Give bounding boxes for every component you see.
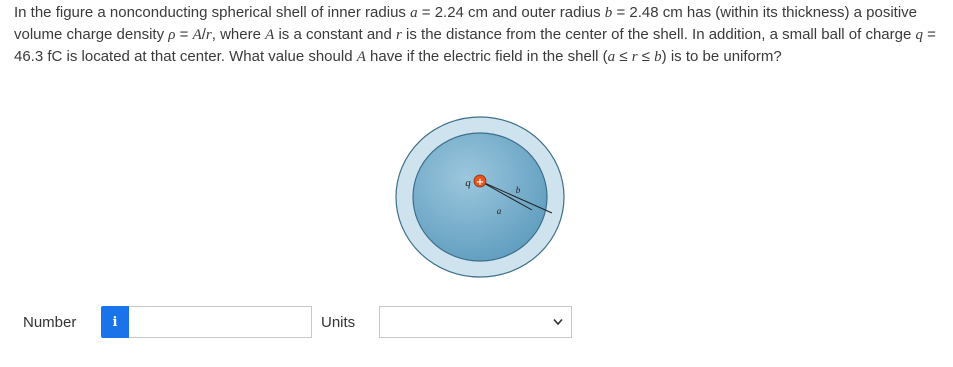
radius-label-a: a bbox=[496, 206, 502, 216]
chevron-down-icon bbox=[553, 318, 563, 326]
spherical-shell-figure bbox=[382, 114, 578, 280]
units-label: Units bbox=[321, 314, 356, 331]
answer-row bbox=[0, 305, 953, 341]
inner-cavity bbox=[413, 133, 547, 261]
charge-plus-sign: + bbox=[475, 177, 485, 188]
number-input[interactable] bbox=[129, 306, 312, 338]
units-dropdown[interactable] bbox=[379, 306, 572, 338]
question-text: In the figure a nonconducting spherical shell of inner radius a = 2.24 cm and outer radius b = 2.48 cm has (within its thickness) a positive volume charge density ρ = A/r, where A is a constant and r is the distance from the center of the shell. In addition, a small ball of charge q = 46.3 fC is located at that center. What value should A have if the electric field in the shell (a ≤ r ≤ b) is to be uniform? bbox=[14, 4, 936, 65]
charge-label-q: q bbox=[465, 177, 471, 189]
radius-label-b: b bbox=[515, 185, 521, 195]
number-label: Number bbox=[23, 314, 77, 331]
info-icon[interactable]: i bbox=[101, 306, 129, 338]
